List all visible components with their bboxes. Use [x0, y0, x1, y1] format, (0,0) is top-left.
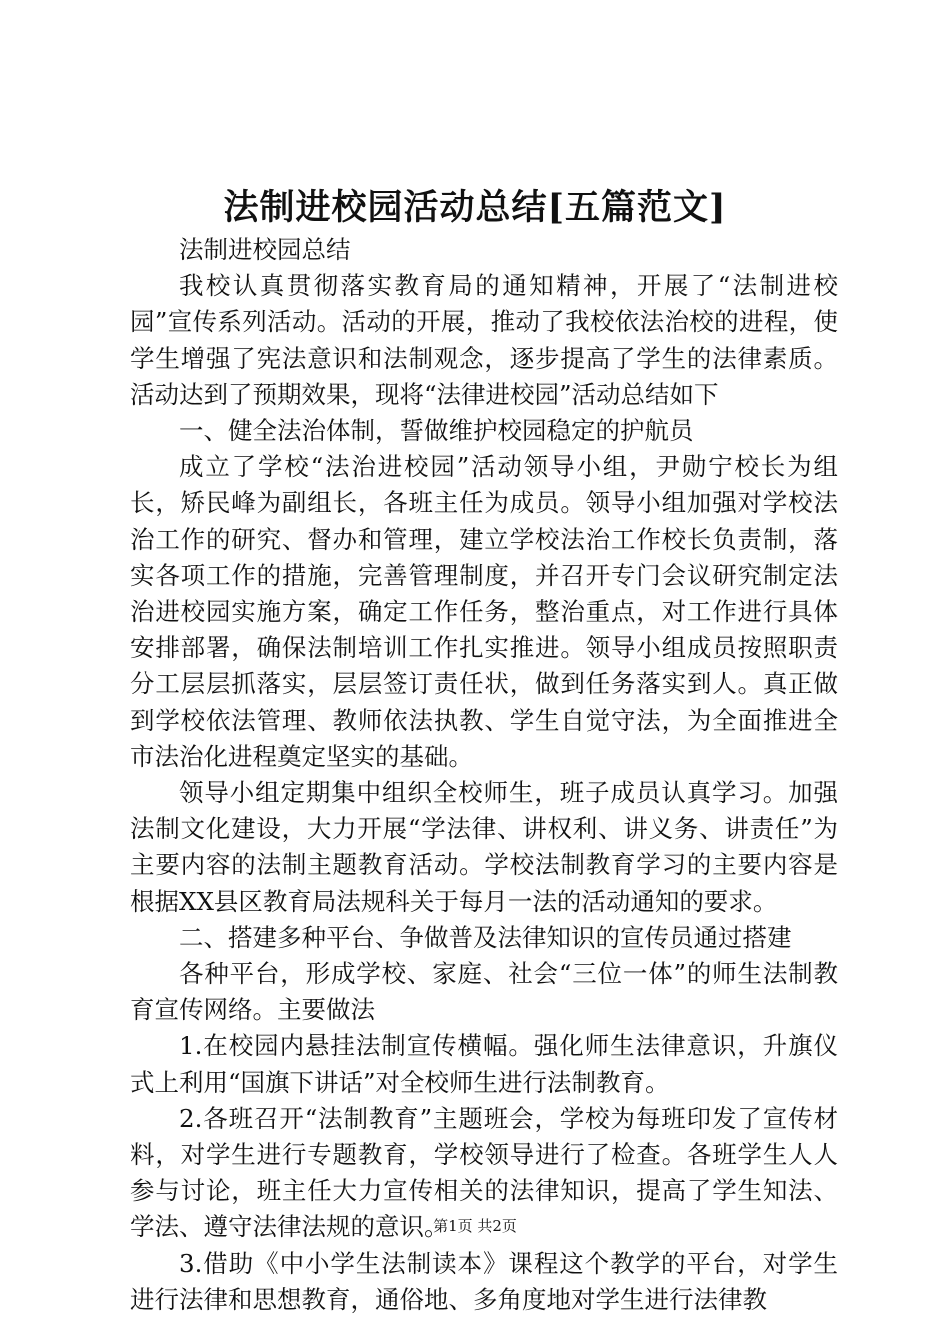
- paragraph-subtitle: 法制进校园总结: [179, 235, 351, 264]
- paragraph-body: 领导小组定期集中组织全校师生，班子成员认真学习。加强法制文化建设，大力开展“学法律、讲权利、讲义务、讲责任”为主要内容的法制主题教育活动。学校法制教育学习的主要内容是根据XX县区教育局法规科关于每月一法的活动通知的要求。: [130, 778, 838, 916]
- paragraph-list-item: 3.借助《中小学生法制读本》课程这个教学的平台，对学生进行法律和思想教育，通俗地、多角度地对学生进行法律教: [130, 1248, 838, 1314]
- paragraph-heading-1: 一、健全法治体制，誓做维护校园稳定的护航员: [179, 416, 694, 446]
- document-title: 法制进校园活动总结[五篇范文]: [223, 187, 727, 228]
- paragraph-heading-2: 二、搭建多种平台、争做普及法律知识的宣传员通过搭建: [179, 922, 792, 952]
- paragraph-intro: 我校认真贯彻落实教育局的通知精神，开展了“法制进校园”宣传系列活动。活动的开展，推动了我校依法治校的进程，使学生增强了宪法意识和法制观念，逐步提高了学生的法律素质。活动达到了预期效果，现将“法律进校园”活动总结如下: [130, 271, 838, 409]
- paragraph-body: 各种平台，形成学校、家庭、社会“三位一体”的师生法制教育宣传网络。主要做法: [130, 959, 838, 1025]
- page-footer: 第1页 共2页: [433, 1217, 517, 1235]
- paragraph-list-item: 1.在校园内悬挂法制宣传横幅。强化师生法律意识，升旗仪式上利用“国旗下讲话”对全校师生进行法制教育。: [130, 1031, 838, 1097]
- paragraph-body: 成立了学校“法治进校园”活动领导小组，尹勋宁校长为组长，矫民峰为副组长，各班主任为成员。领导小组加强对学校法治工作的研究、督办和管理，建立学校法治工作校长负责制，落实各项工作的措施，完善管理制度，并召开专门会议研究制定法治进校园实施方案，确定工作任务，整治重点，对工作进行具体安排部署，确保法制培训工作扎实推进。领导小组成员按照职责分工层层抓落实，层层签订责任状，做到任务落实到人。真正做到学校依法管理、教师依法执教、学生自觉守法，为全面推进全市法治化进程奠定坚实的基础。: [130, 452, 838, 771]
- document-body: [130, 232, 838, 1318]
- paragraph-list-item: 2.各班召开“法制教育”主题班会，学校为每班印发了宣传材料，对学生进行专题教育，学校领导进行了检查。各班学生人人参与讨论，班主任大力宣传相关的法律知识，提高了学生知法、学法、遵守法律法规的意识。: [130, 1103, 838, 1242]
